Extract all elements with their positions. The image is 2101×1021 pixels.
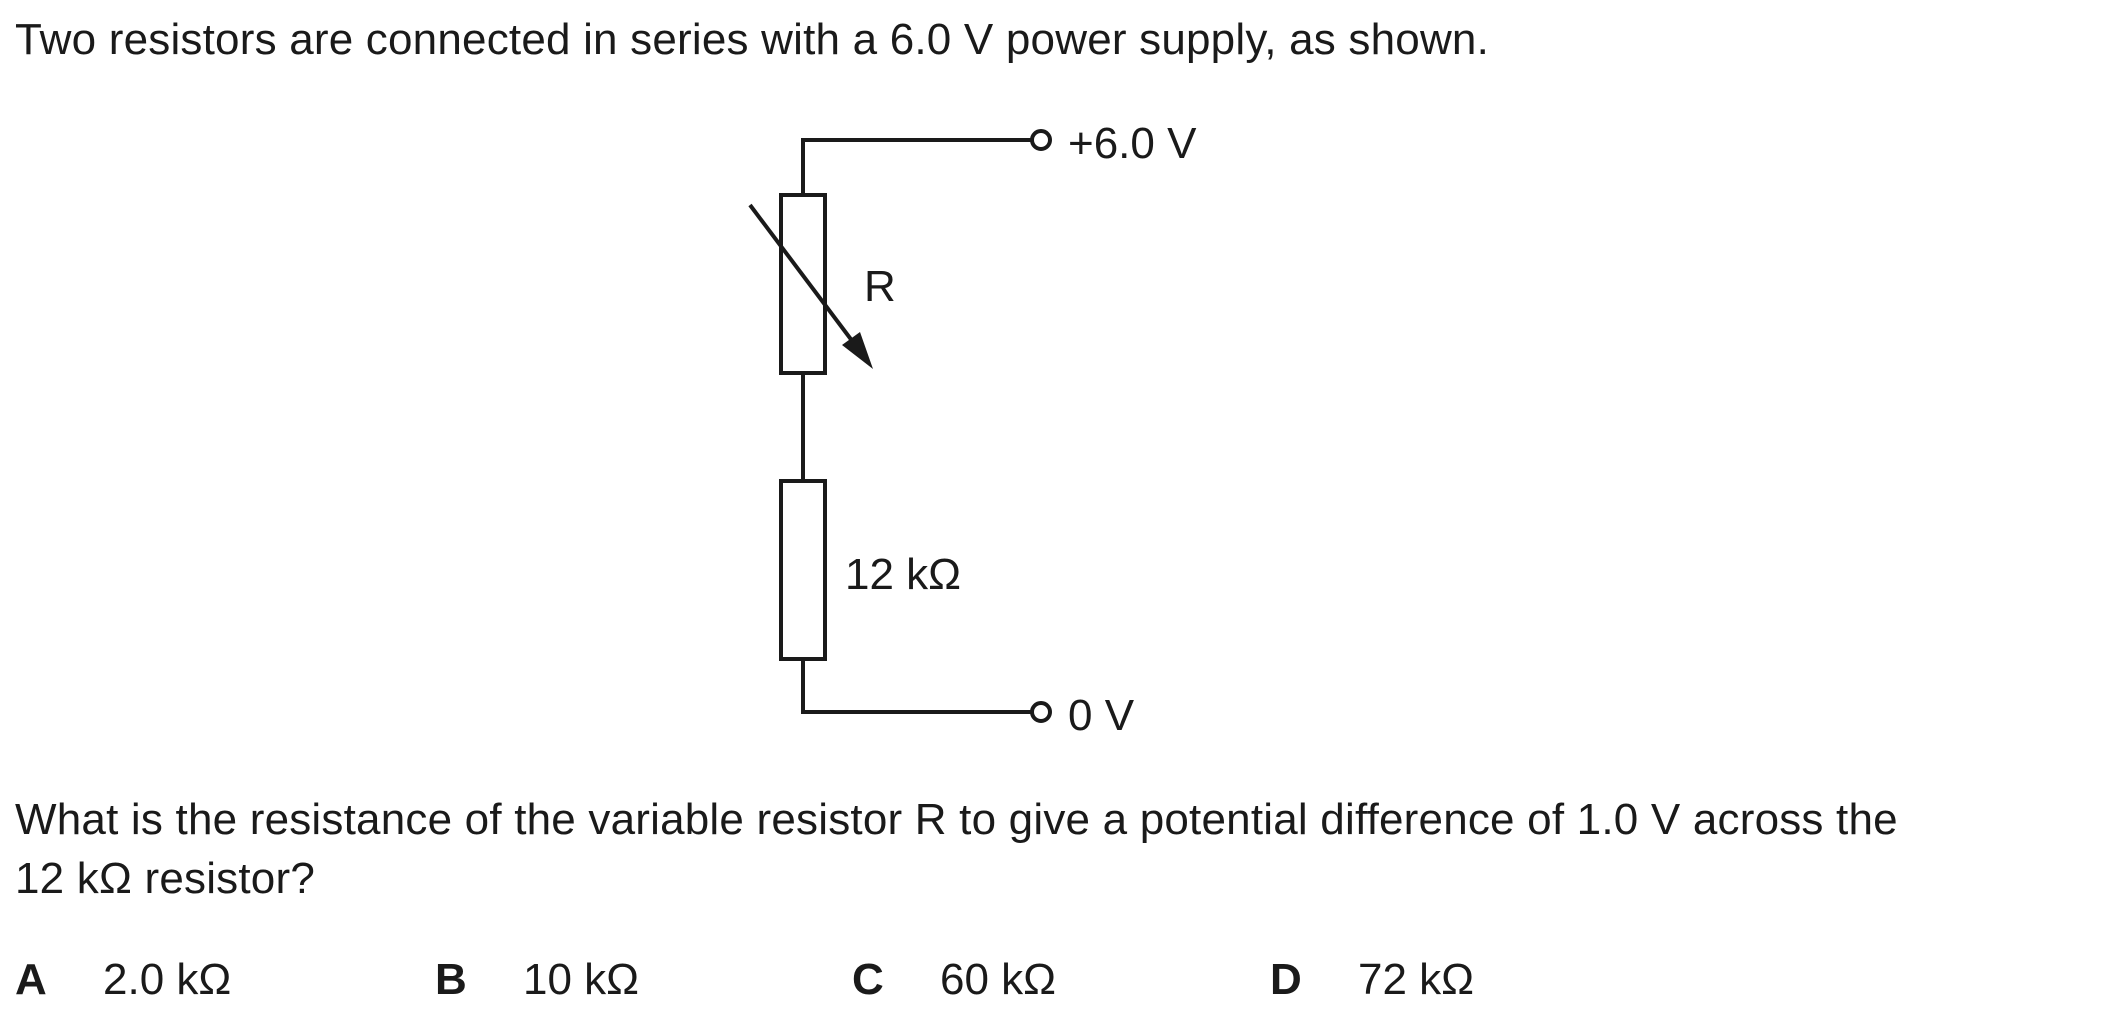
option-letter: A	[15, 955, 47, 1004]
option-b[interactable]	[435, 955, 640, 1004]
top-terminal-label: +6.0 V	[1068, 119, 1197, 168]
fixed-resistor	[781, 481, 825, 659]
option-value: 72 kΩ	[1358, 955, 1475, 1004]
question-line-2: 12 kΩ resistor?	[15, 854, 315, 903]
option-d[interactable]	[1270, 955, 1475, 1004]
option-letter: B	[435, 955, 467, 1004]
fixed-resistor-label: 12 kΩ	[845, 550, 962, 599]
option-c[interactable]	[852, 955, 1057, 1004]
bottom-terminal	[1032, 703, 1050, 721]
option-value: 60 kΩ	[940, 955, 1057, 1004]
option-letter: C	[852, 955, 884, 1004]
intro-text: Two resistors are connected in series with a 6.0 V power supply, as shown.	[15, 15, 1490, 64]
variable-resistor-label: R	[864, 262, 896, 311]
arrowhead-icon	[842, 332, 873, 369]
option-value: 10 kΩ	[523, 955, 640, 1004]
bottom-terminal-label: 0 V	[1068, 691, 1135, 740]
top-terminal	[1032, 131, 1050, 149]
bottom-wire	[803, 659, 1032, 712]
option-a[interactable]	[15, 955, 232, 1004]
variable-resistor	[781, 195, 825, 373]
question-line-1: What is the resistance of the variable resistor R to give a potential difference of 1.0 V across the	[15, 795, 1898, 844]
option-letter: D	[1270, 955, 1302, 1004]
option-value: 2.0 kΩ	[103, 955, 232, 1004]
top-wire	[803, 140, 1032, 195]
